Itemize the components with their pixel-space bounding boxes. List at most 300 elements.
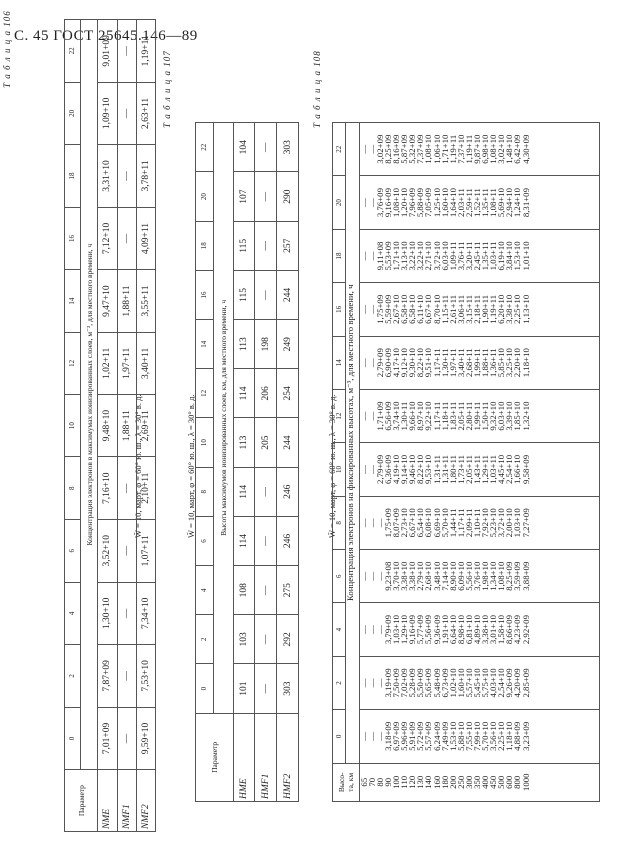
table-cell: — [366, 518, 377, 528]
table-cell: 1,80+11 [447, 455, 458, 484]
height-value: 450 [488, 775, 499, 789]
table-cell: 9,23+08 [382, 561, 393, 591]
table-cell: — [366, 304, 377, 314]
table-cell: 2,25+10 [496, 721, 507, 751]
table-cell: 1,91+10 [439, 615, 450, 645]
value-column [359, 603, 599, 656]
table-subcaption: Концентрация электронов на фиксированных высотах, м⁻³, для местного времени, ч [346, 123, 359, 764]
height-value: 180 [439, 775, 450, 789]
table-cell: 8,25+09 [504, 561, 515, 591]
table-cell: 2,79+09 [374, 454, 385, 485]
param-header: Параметр [65, 770, 98, 832]
table-cell: 8,22+10 [415, 454, 426, 485]
table-cell: — [366, 144, 377, 154]
table-cell: 5,87+09 [399, 134, 410, 164]
value-column [359, 710, 599, 763]
table-cell: 3,70+10 [391, 561, 402, 591]
table-cell: — [255, 270, 277, 319]
value-column [359, 550, 599, 603]
table-cell: 5,53+09 [382, 241, 393, 271]
value-column [359, 443, 599, 496]
hour-header: 18 [196, 221, 214, 270]
table-cell: 3,22+10 [415, 241, 426, 271]
height-value: 70 [366, 777, 377, 787]
table-cell: 6,67+10 [423, 294, 434, 324]
table-cell: 1,71+10 [391, 241, 402, 271]
hour-header: 0 [65, 707, 81, 770]
table-cell: 303 [277, 664, 299, 713]
param-name: HMF1 [255, 713, 277, 801]
table-cell: 8,97+10 [415, 401, 426, 431]
table-cell: 1,18+10 [504, 721, 515, 751]
hour-header: 20 [196, 172, 214, 221]
table-cell: 5,56+09 [423, 615, 434, 645]
table-cell: 2,79+09 [374, 348, 385, 378]
table-cell: 6,67+10 [407, 508, 418, 538]
table-cell: 9,36+09 [431, 615, 442, 645]
hour-header: 12 [65, 332, 81, 394]
hour-header: 8 [65, 457, 81, 520]
table-cell: 1,88+11 [480, 348, 491, 378]
table-cell: 2,68+11 [463, 348, 474, 378]
hour-header: 22 [196, 123, 214, 172]
table-cell: 4,09+11 [136, 207, 155, 270]
table-cell: — [358, 198, 369, 207]
table-cell: 1,08+11 [488, 188, 499, 218]
table-cell: — [117, 457, 136, 520]
table-cell: — [366, 731, 377, 741]
table-106 [64, 19, 156, 832]
table-cell: 206 [255, 369, 277, 418]
table-108 [332, 122, 600, 802]
table-cell: 1,35+11 [480, 241, 491, 271]
table-cell: 246 [277, 467, 299, 516]
table-cell: 2,67+10 [391, 294, 402, 324]
table-cell: 6,58+10 [399, 294, 410, 324]
table-cell: 9,14+10 [399, 454, 410, 485]
hour-header: 0 [196, 664, 214, 713]
table-cell: 1,19+11 [136, 20, 155, 83]
table-cell: 249 [277, 320, 299, 369]
param-name: HMF2 [277, 713, 299, 801]
table-cell: 114 [233, 467, 255, 516]
height-value: 200 [447, 775, 458, 789]
table-cell: 5,70+10 [480, 721, 491, 751]
table-cell: 4,20+09 [512, 668, 523, 698]
table-cell: 1,17+11 [455, 508, 466, 538]
hour-header: 4 [65, 582, 81, 645]
table-cell: — [374, 731, 385, 741]
table-cell: — [255, 664, 277, 713]
height-value: 600 [504, 775, 515, 789]
table-cell: 1,18+10 [520, 348, 531, 378]
table-cell: 3,76+11 [455, 241, 466, 271]
table-cell: 1,17+11 [431, 348, 442, 378]
hour-header: 8 [196, 467, 214, 516]
table-row [98, 20, 117, 832]
table-cell: 5,85+10 [496, 348, 507, 378]
table-cell: 8,90+10 [447, 561, 458, 591]
table-cell: 6,24+09 [431, 721, 442, 751]
table-cell: — [358, 731, 369, 741]
table-cell: 9,22+10 [423, 401, 434, 431]
table-cell: 5,91+09 [407, 721, 418, 751]
table-cell: — [117, 519, 136, 582]
value-column [359, 229, 599, 282]
table-cell: 1,85+10 [512, 401, 523, 431]
param-name: NME [98, 770, 117, 832]
table-cell: 6,08+10 [423, 508, 434, 538]
param-name: HME [233, 713, 255, 801]
table-cell: 1,19+11 [488, 294, 499, 324]
table-cell: 3,38+10 [407, 561, 418, 591]
table-cell: 1,01+10 [520, 241, 531, 271]
table-cell: 5,48+09 [431, 668, 442, 698]
table-cell: — [117, 207, 136, 270]
table-cell: 1,44+11 [447, 508, 458, 538]
hour-header: 0 [333, 710, 346, 763]
table-cell: 1,29+11 [480, 455, 491, 484]
table-cell: 2,73+10 [399, 508, 410, 538]
hour-header: 6 [65, 519, 81, 582]
table-cell: 7,37+10 [455, 134, 466, 164]
table-106-title: Т а б л и ц а 106 [2, 10, 12, 88]
table-cell: 5,65+09 [423, 668, 434, 698]
table-cell: 2,05+11 [463, 455, 474, 484]
table-cell: 7,16+10 [98, 457, 117, 520]
table-cell: 3,23+09 [520, 721, 531, 751]
table-cell: 1,53+10 [447, 721, 458, 751]
header-row [65, 20, 81, 832]
height-value: 800 [512, 775, 523, 789]
table-cell: — [255, 467, 277, 516]
table-cell: 4,03+10 [488, 668, 499, 698]
table-cell: 1,03+11 [488, 455, 499, 484]
table-cell: 257 [277, 221, 299, 270]
table-cell: 9,51+10 [423, 348, 434, 378]
table-cell: 2,54+10 [496, 668, 507, 698]
height-value: 140 [423, 775, 434, 789]
table-cell: 9,53+10 [423, 454, 434, 485]
table-cell: 6,98+10 [480, 134, 491, 164]
hour-header: 14 [333, 336, 346, 389]
table-cell: 5,96+09 [399, 721, 410, 751]
height-value: 110 [399, 775, 410, 789]
height-value: 300 [463, 775, 474, 789]
table-cell: 3,38+10 [504, 294, 515, 324]
table-cell: 104 [233, 123, 255, 172]
table-cell: 246 [277, 516, 299, 565]
value-column [359, 283, 599, 336]
table-cell: 5,28+09 [407, 668, 418, 698]
page-header: С. 45 ГОСТ 25645.146—89 [14, 28, 198, 44]
table-cell: — [358, 518, 369, 528]
table-cell: 5,75+10 [480, 668, 491, 698]
table-cell: 9,16+09 [382, 188, 393, 218]
table-cell: 1,19+11 [463, 134, 474, 164]
table-107 [195, 122, 299, 802]
table-cell: 7,05+09 [423, 188, 434, 218]
table-cell: 205 [255, 418, 277, 467]
table-cell: 1,03+11 [488, 241, 499, 271]
table-cell: 6,64+10 [447, 615, 458, 645]
value-column [359, 123, 599, 176]
table-cell: 3,25+10 [504, 348, 515, 378]
header-row [196, 123, 214, 802]
table-cell: 244 [277, 270, 299, 319]
table-cell: 1,73+11 [455, 455, 466, 484]
table-cell: 4,30+09 [520, 134, 531, 164]
table-cell: 1,50+11 [480, 401, 491, 431]
hour-header: 18 [333, 229, 346, 282]
table-cell: 3,39+10 [504, 401, 515, 431]
table-cell: 7,92+10 [480, 508, 491, 538]
table-cell: 4,23+09 [512, 615, 523, 645]
table-cell: 1,13+10 [520, 294, 531, 324]
table-cell: 1,08+10 [488, 134, 499, 164]
table-cell: 2,09+11 [463, 508, 474, 538]
table-cell: 5,88+10 [455, 721, 466, 751]
table-cell: 3,40+11 [455, 348, 466, 378]
table-cell: 1,99+11 [472, 401, 482, 431]
table-cell: 3,59+09 [512, 561, 523, 591]
table-cell: 8,66+09 [504, 615, 515, 645]
table-cell: 2,85+09 [520, 668, 531, 698]
table-cell: 1,52+11 [472, 188, 482, 218]
table-cell: 2,68+10 [423, 561, 434, 591]
subcaption-row [346, 123, 359, 802]
table-cell: — [358, 678, 369, 688]
table-cell: 9,16+09 [407, 615, 418, 645]
table-cell: 7,37+09 [415, 134, 426, 164]
table-cell: 303 [277, 123, 299, 172]
table-cell: 3,31+10 [98, 145, 117, 208]
table-cell: 3,02+10 [496, 134, 507, 164]
table-cell: 1,88+11 [117, 394, 136, 457]
table-cell: 198 [255, 320, 277, 369]
table-cell: 9,01+09 [98, 20, 117, 83]
value-column [359, 336, 599, 389]
table-cell: 7,87+09 [98, 645, 117, 708]
table-cell: 8,31+09 [520, 188, 531, 218]
height-value: 160 [431, 775, 442, 789]
value-column [359, 176, 599, 229]
table-cell: 292 [277, 615, 299, 664]
table-cell: 1,07+11 [136, 519, 155, 582]
table-cell: 9,46+10 [407, 454, 418, 485]
table-cell: — [366, 678, 377, 688]
table-cell: 9,58+09 [520, 454, 531, 485]
table-cell: 115 [233, 270, 255, 319]
table-cell: 6,81+10 [463, 615, 474, 645]
table-cell: — [117, 145, 136, 208]
table-cell: — [117, 20, 136, 83]
table-cell: 4,17+10 [391, 348, 402, 378]
table-cell: 3,38+10 [399, 561, 410, 591]
height-value: 120 [407, 775, 418, 789]
hour-header: 16 [333, 283, 346, 336]
header-row [333, 123, 346, 802]
table-cell: — [358, 571, 369, 581]
table-107-title: Т а б л и ц а 107 [162, 50, 172, 128]
hour-header: 6 [196, 516, 214, 565]
table-cell: — [374, 571, 385, 581]
table-cell: 5,23+10 [488, 508, 499, 538]
table-cell: 244 [277, 418, 299, 467]
table-cell: 3,74+10 [391, 401, 402, 431]
table-cell: 2,05+11 [455, 401, 466, 431]
table-cell: — [358, 625, 369, 634]
table-108-title: Т а б л и ц а 108 [312, 50, 322, 128]
table-cell: — [374, 518, 385, 528]
table-cell: 7,14+10 [439, 561, 450, 591]
table-cell: 1,09+11 [447, 241, 458, 271]
table-cell: 7,02+09 [399, 668, 410, 698]
table-cell: — [117, 582, 136, 645]
value-column [359, 389, 599, 442]
height-header: Высо- та, км [333, 763, 360, 801]
table-cell: 1,30+11 [399, 401, 410, 431]
table-cell: 9,11+08 [374, 241, 385, 271]
table-cell: — [358, 358, 369, 368]
table-cell: 1,19+11 [447, 134, 458, 164]
table-cell: 3,72+10 [496, 508, 507, 538]
height-value: 350 [472, 775, 482, 789]
table-cell: 3,84+10 [504, 241, 515, 271]
height-value: 1000 [520, 773, 531, 792]
table-cell: 1,08+10 [496, 561, 507, 591]
table-row [136, 20, 155, 832]
table-cell: 3,40+11 [136, 332, 155, 394]
table-cell: 1,03+10 [391, 615, 402, 645]
table-cell: 1,53+10 [512, 241, 523, 271]
hour-header: 20 [65, 82, 81, 145]
table-cell: 1,31+11 [431, 455, 442, 484]
table-cell: 9,30+10 [407, 348, 418, 378]
table-cell: 8,16+09 [391, 134, 402, 164]
table-cell: 9,48+10 [98, 394, 117, 457]
table-cell: 2,80+11 [463, 401, 474, 431]
height-value: 500 [496, 775, 507, 789]
table-cell: 1,20+10 [399, 188, 410, 218]
table-cell: 3,06+11 [455, 294, 466, 324]
table-cell: 1,08+10 [423, 134, 434, 164]
subcaption-row [213, 123, 233, 802]
table-cell: 1,03+10 [512, 508, 523, 538]
table-cell: 3,18+09 [382, 721, 393, 751]
table-cell: 2,25+10 [512, 294, 523, 324]
param-name: NMF2 [136, 770, 155, 832]
table-cell: 5,56+10 [463, 561, 474, 591]
table-cell: 2,59+11 [463, 188, 474, 218]
table-cell: — [255, 516, 277, 565]
table-cell: 2,00+10 [504, 508, 515, 538]
table-cell: 1,15+11 [439, 294, 450, 324]
table-cell: 1,30+10 [98, 582, 117, 645]
table-cell: — [255, 615, 277, 664]
table-cell: — [117, 707, 136, 770]
hour-header: 10 [196, 418, 214, 467]
table-cell: 1,75+09 [374, 294, 385, 324]
table-cell: 1,97+11 [117, 332, 136, 394]
table-cell: — [366, 625, 377, 634]
table-cell: 3,48+10 [431, 561, 442, 591]
table-cell: 7,49+09 [439, 721, 450, 751]
table-cell: 6,42+09 [512, 134, 523, 164]
table-row [255, 123, 277, 802]
height-value: 250 [455, 775, 466, 789]
table-cell: 1,17+11 [431, 401, 442, 431]
table-cell: 1,71+10 [439, 134, 450, 164]
table-cell: 1,99+11 [472, 348, 482, 378]
height-value: 100 [391, 775, 402, 789]
table-cell: 4,19+10 [391, 454, 402, 485]
table-cell: 4,89+10 [472, 615, 482, 645]
hour-header: 2 [65, 645, 81, 708]
table-cell: 9,32+10 [488, 401, 499, 431]
table-cell: 8,25+09 [382, 134, 393, 164]
table-cell: 1,75+09 [382, 508, 393, 538]
table-cell: 2,45+11 [472, 241, 482, 271]
table-cell: 6,69+10 [431, 508, 442, 538]
table-cell: 1,08+10 [391, 188, 402, 218]
table-cell: 3,76+09 [374, 188, 385, 218]
value-column [359, 496, 599, 549]
value-column [359, 656, 599, 709]
table-cell: 1,83+11 [447, 401, 458, 431]
table-cell: 1,36+11 [488, 348, 499, 378]
hour-header: 12 [333, 389, 346, 442]
table-cell: 7,12+10 [98, 207, 117, 270]
table-cell: — [255, 221, 277, 270]
table-cell: 8,98+10 [455, 615, 466, 645]
table-cell: 3,19+09 [382, 668, 393, 698]
table-cell: 1,90+11 [480, 294, 491, 324]
table-cell: 3,15+11 [463, 294, 474, 324]
table-row [359, 123, 599, 802]
table-cell: 3,01+10 [488, 615, 499, 645]
table-subcaption: Высоты максимумов ионизированных слоев, км, для местного времени, ч [213, 123, 233, 714]
table-cell: — [366, 198, 377, 207]
table-cell: 3,79+09 [382, 615, 393, 645]
param-name: NMF1 [117, 770, 136, 832]
table-cell: 1,60+10 [455, 668, 466, 698]
table-cell: 2,94+10 [504, 188, 515, 218]
table-cell: 1,48+10 [504, 134, 515, 164]
table-cell: 5,69+10 [496, 188, 507, 218]
table-cell: 9,59+10 [136, 707, 155, 770]
table-cell: 1,02+10 [447, 668, 458, 698]
table-cell: 1,02+11 [98, 332, 117, 394]
table-cell: 6,54+10 [415, 508, 426, 538]
table-cell: 3,13+10 [399, 241, 410, 271]
table-cell: 6,11+10 [415, 294, 426, 324]
table-row [117, 20, 136, 832]
table-cell: — [374, 625, 385, 634]
table-cell: 7,99+10 [472, 721, 482, 751]
table-cell: 7,27+09 [520, 508, 531, 538]
table-cell: 107 [233, 172, 255, 221]
table-cell: 8,07+09 [391, 508, 402, 538]
table-cell: 1,29+10 [399, 615, 410, 645]
table-cell: 6,73+09 [439, 668, 450, 698]
table-cell: 5,70+10 [439, 508, 450, 538]
table-cell: 3,02+09 [374, 134, 385, 164]
table-cell: 4,45+10 [496, 454, 507, 485]
table-cell: 6,03+10 [439, 241, 450, 271]
height-column [359, 763, 599, 801]
table-cell: — [255, 123, 277, 172]
